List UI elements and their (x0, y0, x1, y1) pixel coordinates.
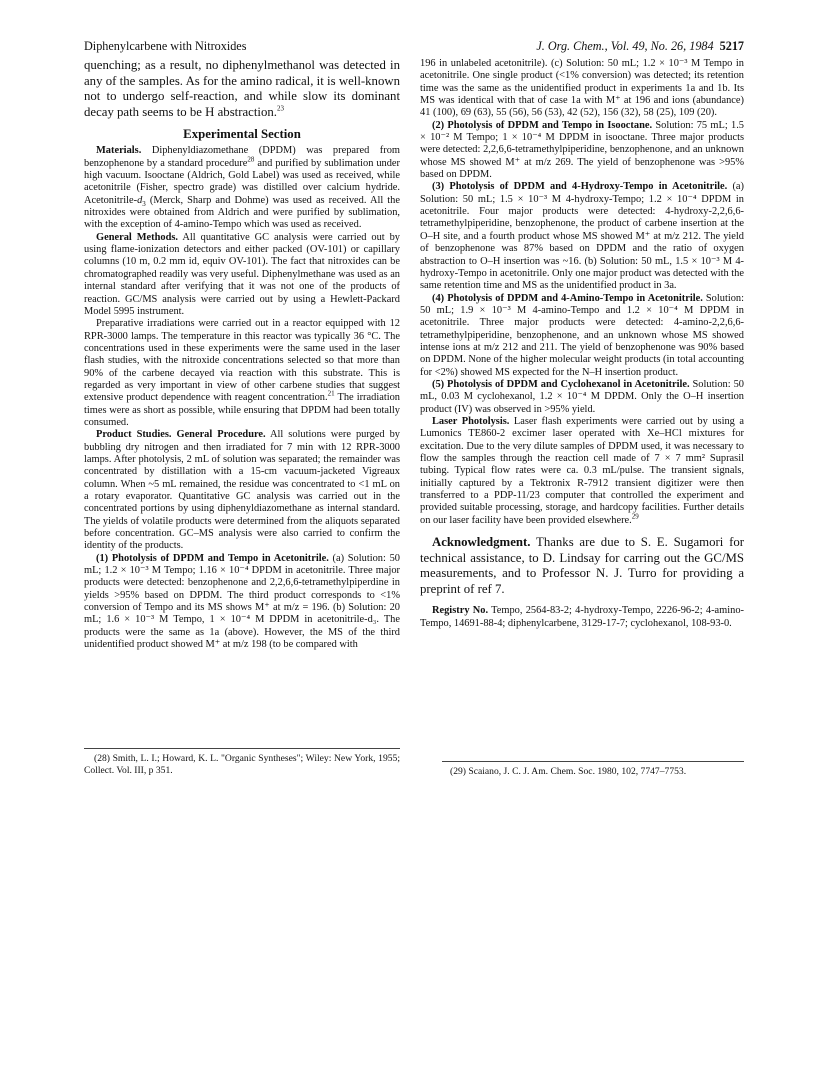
photolysis-4-paragraph: (4) Photolysis of DPDM and 4-Amino-Tempo in Acetonitrile. Solution: 50 mL; 1.9 × 10⁻³ M 4-amino-Tempo and 1.2 × 10⁻⁴ M DPDM in acetonitrile. Three major products were detected: 4-amino-2,2,6,6-tetramethylpiperidine, benzophenone, and an unknown whose MS showed intense ions at m/z 212 and 211. The yield of benzophenone was 90% based on DPDM. None of the higher molecular weight products (in total accounting for <2%) showed MS expected for the N–H insertion product. (420, 292, 744, 378)
left-column (84, 58, 400, 651)
preparative-paragraph: Preparative irradiations were carried out in a reactor equipped with 12 RPR-3000 lamps. The temperature in this reactor was typically 36 °C. The concentrations used in these experiments were the same used in the laser flash studies, with the nitroxide concentrations selected so that more than 90% of the carbene decayed via reaction with this substrate. This is regarded as very important in view of other carbene studies that suggest extensive product dependence with reagent concentration.$^{21}$ The irradiation times were as short as possible, while ensuring that DPDM had been totally consumed. (84, 318, 400, 428)
section-title: Experimental Section (183, 127, 301, 142)
photolysis-3-paragraph: (3) Photolysis of DPDM and 4-Hydroxy-Tempo in Acetonitrile. (a) Solution: 50 mL; 1.5 × 10⁻³ M 4-hydroxy-Tempo; 1.2 × 10⁻⁴ DPDM in acetonitrile. Four major products were detected: 4-hydroxy-2,2,6,6-tetramethylpiperidine, benzophenone, the product of carbene insertion at the O–H site, and a fourth product whose MS showed M⁺ at m/z 212. The yield of benzophenone was 87% based on DPDM and the ratio of oxygen abstraction to O–H insertion was ~16. (b) Solution: 50 mL, 1.5 × 10⁻³ M 4-hydroxy-Tempo in acetonitrile. Only one major product was detected with the same retention time and MS as the unidentified product in 3a. (420, 181, 744, 292)
general-methods-paragraph: General Methods. All quantitative GC analysis were carried out by using flame-ionization detectors and either packed (OV-101) or capillary columns (10 m, 0.2 mm id, equiv OV-101). The fact that nitroxides can be chromatographed readily was very useful. Diphenylmethane was used as an internal standard after verifying that it was not one of the products of reaction. GC/MS analysis were carried out by using a Hewlett-Packard Model 5995 instrument. (84, 231, 401, 317)
photolysis-1-paragraph: (1) Photolysis of DPDM and Tempo in Acetonitrile. (a) Solution: 50 mL; 1.2 × 10⁻³ M Tempo; 1.16 × 10⁻⁴ DPDM in acetonitrile. Three major products were detected: benzophenone and 2,2,6,6-tetramethylpiperdine in yields >95% based on DPDM. The third product corresponds to <1% conversion of Tempo and its MS shows M⁺ at m/z = 196. (b) Solution: 20 mL; 1.6 × 10⁻³ M Tempo, 1 × 10⁻⁴ M DPDM in acetonitrile-d₃. The products were the same as 1a (above). However, the MS of the third unidentified product showed M⁺ at m/z 198 (to be compared with (84, 552, 400, 651)
right-column (420, 58, 744, 630)
footnote-28: (28) Smith, L. I.; Howard, K. L. "Organic Syntheses"; Wiley: New York, 1955; Collect. Vol. III, p 351. (84, 753, 400, 776)
photolysis-2-paragraph: (2) Photolysis of DPDM and Tempo in Isooctane. Solution: 75 mL; 1.5 × 10⁻² M Tempo; 1 × 10⁻⁴ M DPDM in isooctane. Three major products were detected: 2,2,6,6-tetramethylpiperidine, benzophenone, and an unknown whose MS showed M⁺ at m/z 269. The yield of benzophenone was >95% based on DPDM. (420, 119, 744, 181)
page-number: 5217 (719, 39, 744, 53)
footnote-29: (29) Scaiano, J. C. J. Am. Chem. Soc. 1980, 102, 7747–7753. (450, 766, 687, 777)
running-title: Diphenylcarbene with Nitroxides (84, 39, 247, 53)
photolysis-1-continued: 196 in unlabeled acetonitrile). (c) Solution: 50 mL; 1.2 × 10⁻³ M Tempo in acetonitrile. One single product (<1% conversion) was detected; its retention time was the same as the unidentified product in experiments 1a and 1b. Its MS was identical with that of case 1a with M⁺ at 196 and ions (abundance) 41 (100), 69 (63), 55 (56), 56 (53), 42 (52), 156 (32), 58 (25), 109 (20). (420, 58, 744, 119)
intro-paragraph: quenching; as a result, no diphenylmethanol was detected in any of the samples. As for the amino radical, it is well-known not to undergo self-reaction, and while slow its dominant decay path seems to be H abstraction.$^{23}$ (84, 58, 400, 119)
running-header (84, 38, 744, 54)
laser-photolysis-paragraph: Laser Photolysis. Laser flash experiments were carried out by using a Lumonics TE860-2 excimer laser operated with Xe–HCl mixtures for excitation. Due to the very dilute samples of DPDM used, it was necessary to flow the samples through the reaction cell made of 7 × 7 mm² Suprasil tubing. Typical flow rates were ca. 0.3 mL/pulse. The transient signals, initially captured by a Tektronix R-7912 transient digitizer were then transferred to a PDP-11/23 computer that controlled the experiment and provided suitable processing, storage, and hardcopy facilities. Further details on our laser facility have been provided elsewhere.$^{29}$ (420, 415, 744, 526)
journal-citation: J. Org. Chem., Vol. 49, No. 26, 1984 5217 (536, 39, 744, 53)
product-studies-paragraph: Product Studies. General Procedure. All solutions were purged by bubbling dry nitrogen and then irradiated for 7 min with 12 RPR-3000 lamps. After photolysis, 2 mL of solution was separated; the remainder was concentrated by distillation with a 15-cm vacuum-jacketed Vigreaux column. When ~5 mL remained, the residue was concentrated to <1 mL on a rotary evaporator. Quantitative GC analysis was carried out in the concentrated portions by using diphenyldiazomethane as internal standard. The yields of volatile products were determined from the aliquots separated before concentration. GC–MS analysis were also carried to confirm the identity of the products. (84, 429, 400, 552)
footnote-divider-left (84, 748, 400, 749)
registry-paragraph: Registry No. Tempo, 2564-83-2; 4-hydroxy-Tempo, 2226-96-2; 4-amino-Tempo, 14691-88-4; diphenylcarbene, 3129-17-7; cyclohexanol, 108-93-0. (420, 605, 744, 629)
footnote-divider-right (442, 761, 744, 762)
materials-paragraph: Materials. Diphenyldiazomethane (DPDM) was prepared from benzophenone by a standard procedure$^{28}$ and purified by sublimation under high vacuum. Isooctane (Aldrich, Gold Label) was used as received, while acetonitrile (Fisher, spectro grade) was distilled over calcium hydride. Acetonitrile-$d_3$ (Merck, Sharp and Dohme) was used as received. All the nitroxides were obtained from Aldrich and were purified by sublimation, with the exception of 4-amino-Tempo which was used as received. (84, 145, 401, 231)
acknowledgment-paragraph: Acknowledgment. Thanks are due to S. E. Sugamori for technical assistance, to D. Lindsay for carring out the GC/MS measurements, and to Professor N. J. Turro for providing a preprint of ref 7. (420, 535, 745, 596)
photolysis-5-paragraph: (5) Photolysis of DPDM and Cyclohexanol in Acetonitrile. Solution: 50 mL, 0.03 M cyclohexanol, 1.2 × 10⁻⁴ M DPDM. Only the O–H insertion product (IV) was observed in >95% yield. (420, 378, 744, 415)
